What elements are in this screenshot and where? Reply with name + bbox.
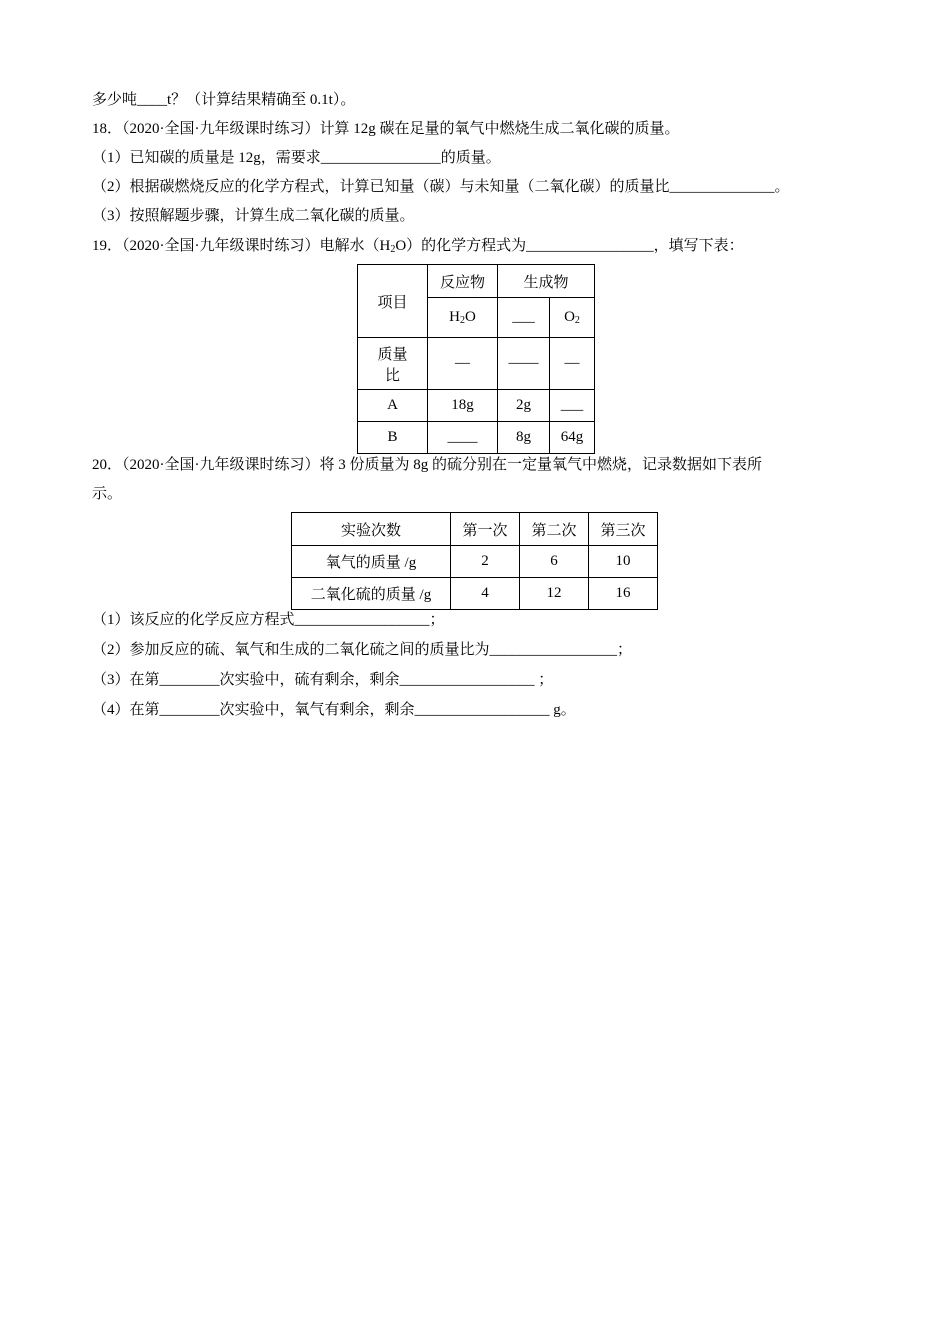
cell-product: 生成物: [498, 265, 595, 298]
cell-mass-ratio: 质量 比: [358, 338, 428, 390]
cell-b-h2: 8g: [498, 422, 550, 454]
question-18-part-2: （2）根据碳燃烧反应的化学方程式，计算已知量（碳）与未知量（二氧化碳）的质量比______________。: [92, 179, 790, 195]
cell-value: 10: [589, 546, 658, 578]
cell-value: 16: [589, 578, 658, 610]
question-18-part-1: （1）已知碳的质量是 12g，需要求________________的质量。: [92, 150, 501, 166]
cell-o2: $O_2$: [550, 298, 595, 338]
table-electrolysis: [357, 264, 595, 454]
cell-mr-h2: ——: [498, 338, 550, 390]
cell-a-o2: ___: [550, 390, 595, 422]
q19-sub: 2: [390, 244, 396, 255]
cell-mr-o2: —: [550, 338, 595, 390]
cell-item: 项目: [358, 265, 428, 338]
question-20-part-3: （3）在第________次实验中，硫有剩余，剩余__________________ ；: [92, 672, 554, 688]
question-20-part-2: （2）参加反应的硫、氧气和生成的二氧化硫之间的质量比为_________________；: [92, 642, 633, 658]
cell-value: 12: [520, 578, 589, 610]
text-line: 多少吨____t？（计算结果精确至 0.1t）。: [92, 92, 356, 108]
cell-b-h2o: ____: [428, 422, 498, 454]
question-20-cont: 示。: [92, 486, 123, 502]
cell-value: 6: [520, 546, 589, 578]
header-second: 第二次: [520, 513, 589, 546]
cell-value: 2: [451, 546, 520, 578]
cell-b-o2: 64g: [550, 422, 595, 454]
cell-reactant: 反应物: [428, 265, 498, 298]
cell-row-b: B: [358, 422, 428, 454]
header-experiment: 实验次数: [292, 513, 451, 546]
table-row: [292, 546, 658, 578]
q19-pre: 19．（2020·全国·九年级课时练习）电解水（H: [92, 238, 391, 254]
q19-post: O）的化学方程式为_________________，填写下表：: [395, 238, 744, 254]
cell-value: 4: [451, 578, 520, 610]
question-20-part-1: （1）该反应的化学反应方程式__________________；: [92, 612, 445, 628]
question-20-part-4: （4）在第________次实验中，氧气有剩余，剩余__________________ g。: [92, 702, 576, 718]
row-label-oxygen: 氧气的质量 /g: [292, 546, 451, 578]
cell-a-h2o: 18g: [428, 390, 498, 422]
question-18-part-3: （3）按照解题步骤，计算生成二氧化碳的质量。: [92, 208, 415, 224]
row-label-so2: 二氧化硫的质量 /g: [292, 578, 451, 610]
header-first: 第一次: [451, 513, 520, 546]
cell-h2-blank: ___: [498, 298, 550, 338]
table-row: [292, 578, 658, 610]
cell-a-h2: 2g: [498, 390, 550, 422]
table-sulfur: [291, 512, 658, 610]
question-18: 18．（2020·全国·九年级课时练习）计算 12g 碳在足量的氧气中燃烧生成二氧化碳的质量。: [92, 121, 680, 137]
cell-h2o: $H_2O$: [428, 298, 498, 338]
cell-row-a: A: [358, 390, 428, 422]
question-19: [92, 236, 744, 256]
header-third: 第三次: [589, 513, 658, 546]
cell-mr-h2o: —: [428, 338, 498, 390]
question-20: 20．（2020·全国·九年级课时练习）将 3 份质量为 8g 的硫分别在一定量氧气中燃烧，记录数据如下表所: [92, 457, 762, 473]
